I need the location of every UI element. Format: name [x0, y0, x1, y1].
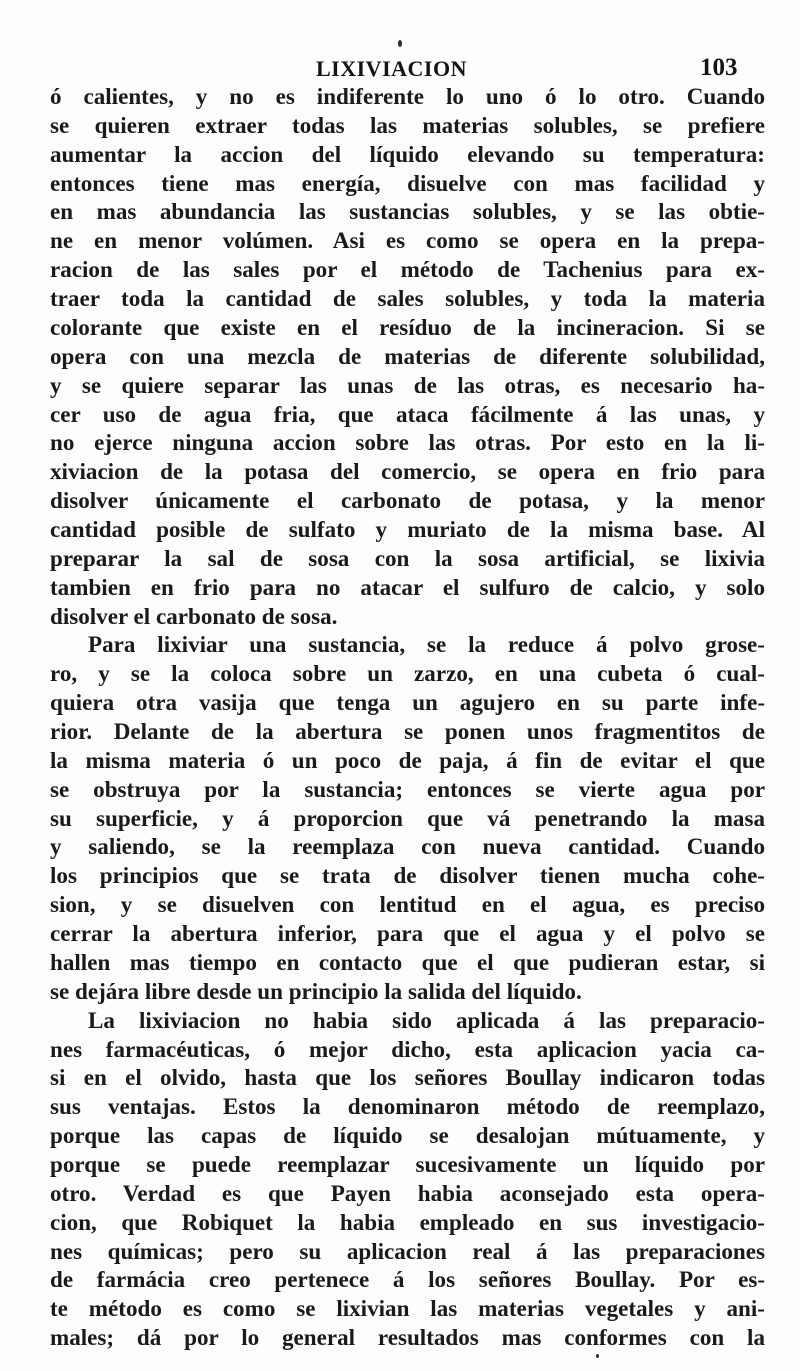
text-line: cantidad posible de sulfato y muriato de la misma base. Al — [50, 515, 765, 542]
text-line: nes farmacéuticas, ó mejor dicho, esta aplicacion yacia ca- — [50, 1035, 765, 1062]
text-line: disolver el carbonato de sosa. — [50, 602, 338, 629]
text-line: sus ventajas. Estos la denominaron método de reemplazo, — [50, 1093, 765, 1120]
text-line: preparar la sal de sosa con la sosa artificial, se lixivia — [50, 544, 765, 571]
print-speck — [596, 1354, 599, 1358]
text-line: aumentar la accion del líquido elevando su temperatura: — [50, 140, 765, 167]
text-line: si en el olvido, hasta que los señores Boullay indicaron todas — [50, 1064, 765, 1091]
text-line: su superficie, y á proporcion que vá penetrando la masa — [50, 804, 765, 831]
text-line: males; dá por lo general resultados mas conformes con la — [50, 1324, 765, 1351]
text-line: cerrar la abertura inferior, para que el agua y el polvo se — [50, 920, 765, 947]
text-line: la misma materia ó un poco de paja, á fin de evitar el que — [50, 746, 765, 773]
text-line: no ejerce ninguna accion sobre las otras. Por esto en la li- — [50, 429, 765, 456]
text-line: tambien en frio para no atacar el sulfuro de calcio, y solo — [50, 573, 765, 600]
text-line: de farmácia creo pertenece á los señores Boullay. Por es- — [50, 1266, 765, 1293]
text-line: La lixiviacion no habia sido aplicada á las preparacio- — [88, 1006, 765, 1033]
text-line: opera con una mezcla de materias de diferente solubilidad, — [50, 342, 765, 369]
text-line: cion, que Robiquet la habia empleado en sus investigacio- — [50, 1208, 765, 1235]
text-line: porque las capas de líquido se desalojan mútuamente, y — [50, 1122, 765, 1149]
text-line: entonces tiene mas energía, disuelve con mas facilidad y — [50, 169, 765, 196]
text-line: quiera otra vasija que tenga un agujero en su parte infe- — [50, 689, 765, 716]
text-line: los principios que se trata de disolver tienen mucha cohe- — [50, 862, 765, 889]
text-line: te método es como se lixivian las materias vegetales y ani- — [50, 1295, 765, 1322]
print-speck — [398, 40, 402, 47]
page-number: 103 — [700, 54, 738, 81]
text-line: disolver únicamente el carbonato de potasa, y la menor — [50, 487, 765, 514]
text-line: xiviacion de la potasa del comercio, se opera en frio para — [50, 458, 765, 485]
text-line: y saliendo, se la reemplaza con nueva cantidad. Cuando — [50, 833, 765, 860]
text-line: porque se puede reemplazar sucesivamente un líquido por — [50, 1150, 765, 1177]
page-header — [0, 54, 800, 82]
text-line: rior. Delante de la abertura se ponen unos fragmentitos de — [50, 718, 765, 744]
text-line: hallen mas tiempo en contacto que el que pudieran estar, si — [50, 948, 765, 975]
text-line: se dejára libre desde un principio la salida del líquido. — [50, 977, 582, 1004]
text-line: cer uso de agua fria, que ataca fácilmente á las unas, y — [50, 400, 765, 427]
text-line: traer toda la cantidad de sales solubles, y toda la materia — [50, 285, 765, 312]
text-line: nes químicas; pero su aplicacion real á las preparaciones — [50, 1237, 765, 1264]
text-line: se obstruya por la sustancia; entonces se vierte agua por — [50, 775, 765, 802]
text-line: y se quiere separar las unas de las otras, es necesario ha- — [50, 371, 765, 398]
text-line: Para lixiviar una sustancia, se la reduce á polvo grose- — [88, 631, 765, 658]
text-line: colorante que existe en el resíduo de la incineracion. Si se — [50, 313, 765, 340]
text-line: sion, y se disuelven con lentitud en el agua, es preciso — [50, 891, 765, 918]
text-line: otro. Verdad es que Payen habia aconsejado esta opera- — [50, 1179, 765, 1206]
text-line: se quieren extraer todas las materias solubles, se prefiere — [50, 111, 765, 138]
text-line: racion de las sales por el método de Tachenius para ex- — [50, 256, 765, 283]
running-title: LIXIVIACION — [316, 56, 467, 81]
text-line: ne en menor volúmen. Asi es como se opera en la prepa- — [50, 227, 765, 254]
text-line: en mas abundancia las sustancias solubles, y se las obtie- — [50, 198, 765, 225]
text-line: ro, y se la coloca sobre un zarzo, en una cubeta ó cual- — [50, 660, 765, 687]
text-line: ó calientes, y no es indiferente lo uno ó lo otro. Cuando — [50, 83, 765, 109]
